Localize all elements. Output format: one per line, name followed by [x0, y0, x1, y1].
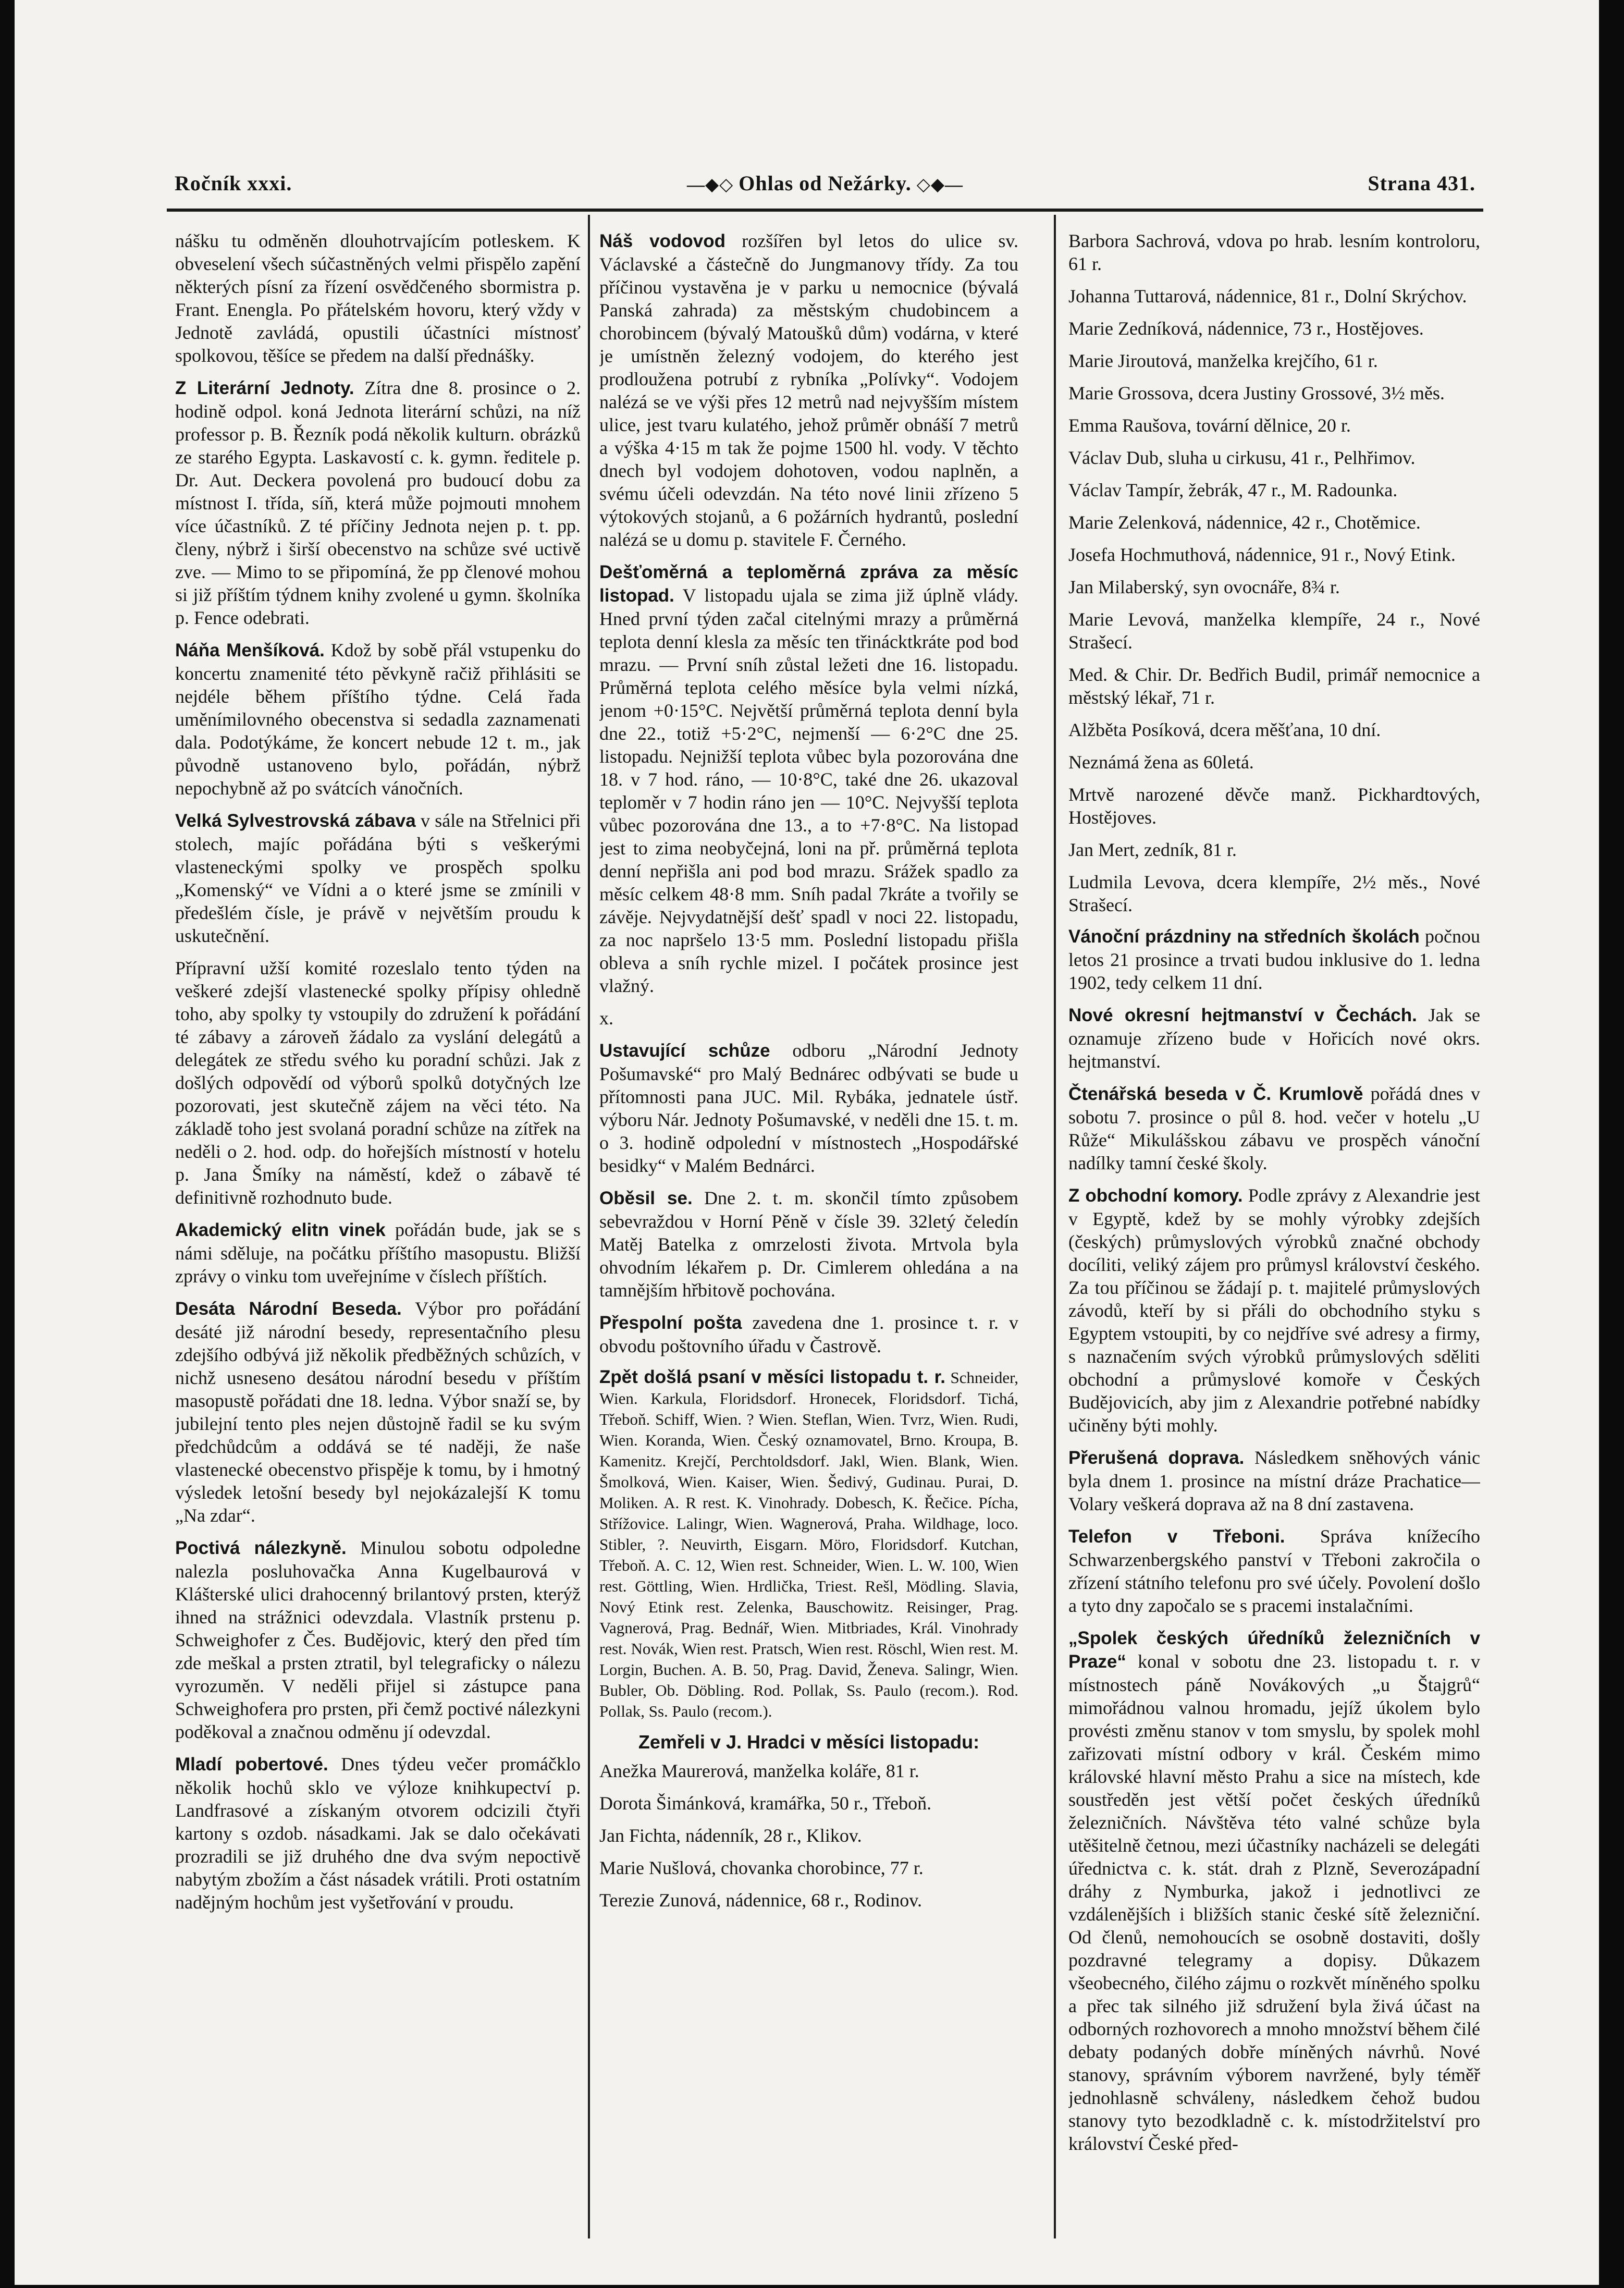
death-entry: Mrtvě narozené děvče manž. Pickhardtových, Hostějoves.	[1068, 784, 1480, 828]
column-rule	[1054, 215, 1056, 2238]
death-entry: Med. & Chir. Dr. Bedřich Budil, primář nemocnice a městský lékař, 71 r.	[1068, 664, 1480, 708]
death-entry: Ludmila Levova, dcera klempíře, 2½ měs., Nové Strašecí.	[1068, 872, 1480, 915]
article-heading: Z Literární Jednoty.	[175, 378, 354, 398]
article-paragraph: Přípravní užší komité rozeslalo tento týden na veškeré zdejší vlastenecké spolky přípisy ohledně toho, aby spolky ty vstoupily do združení k pořádání té zábavy a zároveň žádalo za vyslání delegátů a delegátek ze středu svého ku poradní schůzi. Jak z došlých odpovědí od výborů spolků dotyčných lze pozorovati, jest skutečně zájem na věci této. Na základě toho jest svolaná poradní schůze na zítřek na neděli o 2. hod. odp. do hořejších místností v hotelu p. Jana Šmíky na náměstí, kdež o zábavě té definitivně rozhodnuto bude.	[175, 958, 581, 1208]
scan-edge-right	[1599, 0, 1624, 2288]
page-number: Strana 431.	[1368, 172, 1475, 195]
article-heading: Přespolní pošta	[599, 1313, 742, 1333]
article-heading: Desáta Národní Beseda.	[175, 1299, 402, 1319]
scan-edge-left	[0, 0, 15, 2288]
ornament-left-icon: —◆◇	[686, 175, 734, 194]
article-founding-meeting: Ustavující schůze odboru „Národní Jednoty Pošumavské“ pro Malý Bednárec odbývati se bude u přítomnosti pana JUC. Mil. Rybáka, jednatele ústř. výboru Nár. Jednoty Pošumavské, v neděli dne 15. t. m. o 3. hodině odpolední v místnostech „Hospodářské besidky“ v Malém Bednárci.	[599, 1040, 1018, 1176]
article-trade-chamber: Z obchodní komory. Podle zprávy z Alexandrie jest v Egyptě, kdež by se mohly výrobky zdejších (českých) průmyslových výrobků značné obchody docíliti, veliký zájem pro průmysl království českého. Za tou příčinou se žádají p. t. majitelé průmyslových závodů, kteří by si přáli do obchodního styku s Egyptem vstoupiti, by co nejdříve své adresy a firmy, s naznačením svých výrobků průmyslových sděliti obchodní a průmyslové komoře v Českých Budějovicích, aby jim z Alexandrie potřebné nabídky učiněny býti mohly.	[1068, 1185, 1480, 1436]
article-interrupted-transport: Přerušená doprava. Následkem sněhových vánic byla dnem 1. prosince na místní dráze Prachatice—Volary veškerá doprava až na 8 dní zastavena.	[1068, 1447, 1480, 1514]
death-entry: Marie Jiroutová, manželka krejčího, 61 r.	[1068, 350, 1378, 371]
article-signature: x.	[599, 1008, 613, 1029]
article-heading: Čtenářská beseda v Č. Krumlově	[1068, 1084, 1363, 1104]
article-honest-finder: Poctivá nálezkyně. Minulou sobotu odpoledne nalezla posluhovačka Anna Kugelbaurová v Klášterské ulici drahocenný brilantový prsten, kterýž ihned na strážnici odevzdala. Vlastník prstenu p. Schweighofer z Čes. Budějovic, který den před tím zde meškal a prsten ztratil, byl telegraficky o nálezu vyrozuměn. V neděli přijel si zástupce pana Schweighofera pro prsten, při čemž poctivé nálezkyni poděkoval a značnou odměnu jí odevzdal.	[175, 1537, 581, 1742]
article-heading: Vánoční prázdniny na středních školách	[1068, 926, 1420, 947]
article-paragraph: nášku tu odměněn dlouhotrvajícím potleskem. K obveselení všech súčastněných velmi přispělo zapění některých písní za řízení osvědčeného sbormistra p. Frant. Enengla. Po přátelském hovoru, který vždy v Jednotě zavládá, opustili účastníci místnosť spolkovou, těšíce se předem na další přednášky.	[175, 230, 581, 366]
death-entry: Emma Raušova, tovární dělnice, 20 r.	[1068, 415, 1351, 436]
death-entry: Marie Zedníková, nádennice, 73 r., Hostějoves.	[1068, 318, 1424, 339]
article-nana-mensikova: Náňa Menšíková. Kdož by sobě přál vstupenku do koncertu znamenité této pěvkyně račiž přihlásiti se nejdéle během příštího týdne. Celá řada uměnímilovného obecenstva si sedadla zaznamenati dala. Podotýkáme, že koncert nebude 12 t. m., jak původně ustanoveno bylo, pořádán, nýbrž nepochybně až po svátcích vánočních.	[175, 640, 581, 799]
masthead	[682, 171, 968, 195]
death-entry: Dorota Šimánková, kramářka, 50 r., Třeboň.	[599, 1793, 932, 1814]
article-heading: Přerušená doprava.	[1068, 1448, 1245, 1468]
article-heading: Z obchodní komory.	[1068, 1185, 1243, 1206]
article-heading: Mladí pobertové.	[175, 1754, 328, 1775]
article-returned-letters: Zpět došlá psaní v měsíci listopadu t. r. Schneider, Wien. Karkula, Floridsdorf. Hronecek, Floridsdorf. Tichá, Třeboň. Schiff, Wien. ? Wien. Steflan, Wien. Tvrz, Wien. Rudi, Wien. Koranda, Wien. Český oznamovatel, Brno. Kroupa, B. Kamenitz. Krejčí, Perchtoldsdorf. Jakl, Wien. Blank, Wien. Šmolková, Wien. Kaiser, Wien. Šedivý, Gudinau. Purai, D. Moliken. A. R rest. K. Vinohrady. Dobesch, K. Řečice. Pícha, Střížovice. Lalingr, Wien. Wagnerová, Praha. Wildhage, loco. Stibler, ?. Neuvirth, Eisgarn. Möro, Floridsdorf. Kutchan, Třeboň. A. C. 12, Wien rest. Schneider, Wien. L. W. 100, Wien rest. Göttling, Wien. Hrdlička, Triest. Rešl, Mödling. Slavia, Nový Etink rest. Zelenka, Bauschowitz. Reisinger, Prag. Vagnerová, Prag. Bednář, Wien. Mitbriades, Král. Vinohrady rest. Novák, Wien rest. Pratsch, Wien rest. Röschl, Wien rest. M. Lorgin, Buchen. A. B. 50, Prag. David, Ženeva. Salingr, Wien. Bubler, Ob. Döbling. Rod. Pollak, Ss. Paulo (recom.). Rod. Pollak, Ss. Paulo (recom.).	[599, 1367, 1018, 1720]
article-young-rascals: Mladí pobertové. Dnes týdeu večer promáčklo několik hochů sklo ve výloze knihkupectví p. Landfrasové a získaným otvorem odcizili čtyři kartony s ozdob. násadkami. Jak se dalo očekávati prozradili se již druhého dne dva svým nepoctivě nabytým zbožím a část násadek vrátili. Proti ostatním nadějným hochům jest vyšetřování v proudu.	[175, 1754, 581, 1913]
article-weather-report: Dešťoměrná a teploměrná zpráva za měsíc listopad. V listopadu ujala se zima již úplně vlády. Hned první týden začal citelnými mrazy a průměrná teplota denní klesla za měsíc ten třinácktkráte pod bod mrazu. — První sníh zůstal ležeti dne 16. listopadu. Průměrná teplota celého měsíce byla velmi nízká, jenom +0·15°C. Největší průměrná teplota denní byla dne 22., totiž +5·2°C, nejmenší — 6·2°C dne 25. listopadu. Nejnižší teplota vůbec byla pozorována dne 18. v 7 hod. ráno, — 10·8°C, také dne 26. ukazoval teploměr v 7 hodin ráno jen — 10°C. Nejvyšší teplota vůbec pozorována dne 13., a to +7·8°C. Na listopad jest to zima neobyčejná, loni na př. průměrná teplota denní nepřišla ani pod bod mrazu. Srážek spadlo za měsíc celkem 48·8 mm. Sníh padal 7kráte a tvořily se závěje. Nejvydatnější dešť spadl v noci 22. listopadu, za noc napršelo 13·5 mm. Poslední listopadu přišla obleva a sníh rychle mizel. I počátek prosince jest vlažný.	[599, 562, 1018, 996]
death-entry: Josefa Hochmuthová, nádennice, 91 r., Nový Etink.	[1068, 544, 1456, 565]
death-entry: Johanna Tuttarová, nádennice, 81 r., Dolní Skrýchov.	[1068, 286, 1467, 307]
scan-edge-bottom	[0, 2285, 1624, 2288]
column-2	[599, 229, 1018, 2238]
death-entry: Jan Milaberský, syn ovocnáře, 8¾ r.	[1068, 577, 1340, 597]
article-heading: Nové okresní hejtmanství v Čechách.	[1068, 1005, 1417, 1025]
article-heading: Ustavující schůze	[599, 1041, 770, 1061]
article-national-ball: Desáta Národní Beseda. Výbor pro pořádání desáté již národní besedy, representačního plesu zdejšího odbývá již několik předběžných schůzích, v nichž usneseno desátou národní besedu v příštím masopustě pořádati dne 18. ledna. Výbor snaží se, by jubilejní tento ples nejen důstojně řadil se ku svým předchůdcům a oddává se té naději, že naše vlastenecké obecenstvo přispěje k tomu, by i hmotný výsledek letošní besedy byl nejokázalejší K tomu „Na zdar“.	[175, 1298, 581, 1526]
death-entry: Marie Levová, manželka klempíře, 24 r., Nové Strašecí.	[1068, 609, 1480, 653]
death-entry: Václav Dub, sluha u cirkusu, 41 r., Pelhřimov.	[1068, 447, 1416, 468]
article-new-district: Nové okresní hejtmanství v Čechách. Jak se oznamuje zřízeno bude v Hořicích nové okrs. hejtmanství.	[1068, 1005, 1480, 1072]
column-3	[1068, 229, 1480, 2238]
volume-number: Ročník xxxi.	[175, 172, 292, 195]
article-literary-union: Z Literární Jednoty. Zítra dne 8. prosince o 2. hodině odpol. koná Jednota literární schůzi, na níž professor p. B. Řezník podá několik kulturn. obrázků ze starého Egypta. Laskavostí c. k. gymn. ředitele p. Dr. Aut. Deckera povolená pro budoucí dobu za místnost I. třída, síň, která může pojmouti mnohem více účastníků. Z té příčiny Jednota nejen p. t. pp. členy, nýbrž i širší obecenstvo na schůze své uctivě zve. — Mimo to se připomíná, že pp členové mohou si již příštím týdnem knihy zvolené u gymn. školníka p. Fence odebrati.	[175, 377, 581, 628]
column-1	[175, 229, 581, 2238]
death-entry: Marie Grossova, dcera Justiny Grossové, 3½ měs.	[1068, 383, 1445, 403]
article-christmas-holidays: Vánoční prázdniny na středních školách počnou letos 21 prosince a trvati budou inklusive do 1. ledna 1902, tedy celkem 11 dní.	[1068, 926, 1480, 993]
page-header	[175, 171, 1475, 203]
article-heading: Telefon v Třeboni.	[1068, 1526, 1285, 1547]
article-heading: Oběsil se.	[599, 1188, 693, 1208]
death-entry: Barbora Sachrová, vdova po hrab. lesním kontroloru, 61 r.	[1068, 230, 1480, 274]
article-heading: „Spolek českých úředníků železničních v Praze“	[1068, 1628, 1480, 1672]
death-entry: Jan Mert, zedník, 81 r.	[1068, 839, 1237, 860]
ornament-right-icon: ◇◆—	[916, 175, 964, 194]
death-entry: Marie Nušlová, chovanka chorobince, 77 r.	[599, 1857, 924, 1878]
death-entry: Neznámá žena as 60letá.	[1068, 752, 1254, 773]
death-entry: Anežka Maurerová, manželka koláře, 81 r.	[599, 1760, 919, 1781]
article-water-works: Náš vodovod rozšířen byl letos do ulice sv. Václavské a částečně do Jungmanovy třídy. Za tou příčinou vystavěna je v parku u nemocnice (bývalá Panská zahrada) za městským chudobincem a chorobincem (bývalý Matoušků dům) vodárna, v které je umístněn železný vodojem, do kterého jest prodloužena potrubí z rybníka „Polívky“. Vodojem nalézá se ve výši přes 12 metrů nad nejvyšším místem ulice, jest tvaru kulatého, jehož průměr obnáší 7 metrů a výška 4·15 m tak že pojme 1500 hl. vody. V těchto dnech byl vodojem dohotoven, vodou naplněn, a svému účeli odevzdán. Na této nové linii zřízeno 5 výtokových stojanů, a 6 požárních hydrantů, poslední nalézá se u domu p. stavitele F. Černého.	[599, 230, 1018, 550]
header-rule	[167, 209, 1483, 212]
death-entry: Marie Zelenková, nádennice, 42 r., Chotěmice.	[1068, 512, 1421, 533]
article-rural-post: Přespolní pošta zavedena dne 1. prosince t. r. v obvodu poštovního úřadu v Častrově.	[599, 1312, 1018, 1356]
death-entry: Alžběta Posíková, dcera měšťana, 10 dní.	[1068, 719, 1381, 740]
article-heading: Velká Sylvestrovská zábava	[175, 811, 416, 831]
article-railway-officials: „Spolek českých úředníků železničních v Praze“ konal v sobotu dne 23. listopadu t. r. v místnostech páně Novákových „u Štajgrů“ mimořádnou valnou hromadu, jejíž úkolem bylo provésti změnu stanov v tom smyslu, by spolek mohl zařizovati místní odbory v král. Českém mimo královské hlavní město Prahu a sice na místech, kde soustředěn jest větší počet českých úředníků železničních. Návštěva této valné schůze byla utěšitelně četnou, mezi účastníky nacházeli se delegáti úřednictva c. k. stát. drah z Plzně, Severozápadní dráhy z Nymburka, jakož i jednotlivci ze vzdálenějších i bližších stanic české sítě železniční. Od členů, nemohoucích se osobně dostaviti, došly pozdravné telegramy a dopisy. Důkazem všeobecného, čilého zájmu o rozkvět míněného spolku a přec tak silného již sdružení byla živá účast na odborných rozhovorech a mnoho množství během čilé debaty podaných dobře míněných návrhů. Nové stanovy, správním výborem navržené, byly téměř jednohlasně schváleny, následkem čehož budou stanovy tyto bezodkladně c. k. místodržitelství pro království České před-	[1068, 1628, 1480, 2154]
article-heading: Akademický elitn vinek	[175, 1220, 386, 1240]
death-entry: Jan Fichta, nádenník, 28 r., Klikov.	[599, 1825, 862, 1846]
article-heading: Náňa Menšíková.	[175, 640, 325, 660]
article-academic-wreath: Akademický elitn vinek pořádán bude, jak se s námi sděluje, na počátku příštího masopustu. Bližší zprávy o vinku tom uveřejníme v číslech příštích.	[175, 1219, 581, 1287]
deaths-list-title: Zemřeli v J. Hradci v měsíci listopadu:	[638, 1731, 980, 1753]
article-reading-club: Čtenářská beseda v Č. Krumlově pořádá dnes v sobotu 7. prosince o půl 8. hod. večer v hotelu „U Růže“ Mikulášskou zábavu ve prospěch vánoční nadílky tamní české školy.	[1068, 1083, 1480, 1173]
article-suicide: Oběsil se. Dne 2. t. m. skončil tímto způsobem sebevraždou v Horní Pěně v čísle 39. 32letý čeledín Matěj Batelka z omrzelosti života. Mrtvola byla ohvodním lékařem p. Dr. Cimlerem ohledána a na tamnějším hřbitově pochována.	[599, 1188, 1018, 1301]
article-heading: Dešťoměrná a teploměrná zpráva za měsíc listopad.	[599, 562, 1018, 606]
death-entry: Terezie Zunová, nádennice, 68 r., Rodinov.	[599, 1890, 922, 1911]
article-sylvester-party: Velká Sylvestrovská zábava v sále na Střelnici při stolech, majíc pořádána býti s veškerými vlasteneckými spolky ve prospěch spolku „Komenský“ ve Vídni a o které jsme se zmínili v předešlém čísle, je právě v největším proudu k uskutečnění.	[175, 810, 581, 946]
death-entry: Václav Tampír, žebrák, 47 r., M. Radounka.	[1068, 480, 1398, 500]
article-heading: Poctivá nálezkyně.	[175, 1538, 347, 1558]
column-rule	[588, 215, 590, 2238]
article-heading: Zpět došlá psaní v měsíci listopadu t. r.	[599, 1367, 945, 1387]
article-heading: Náš vodovod	[599, 231, 725, 251]
masthead-title: Ohlas od Nežárky.	[739, 172, 912, 195]
article-telephone: Telefon v Třeboni. Správa knížecího Schwarzenbergského panství v Třeboni zakročila o zřízení státního telefonu pro své účely. Povolení došlo a tyto dny započalo se s pracemi instalačními.	[1068, 1526, 1480, 1616]
